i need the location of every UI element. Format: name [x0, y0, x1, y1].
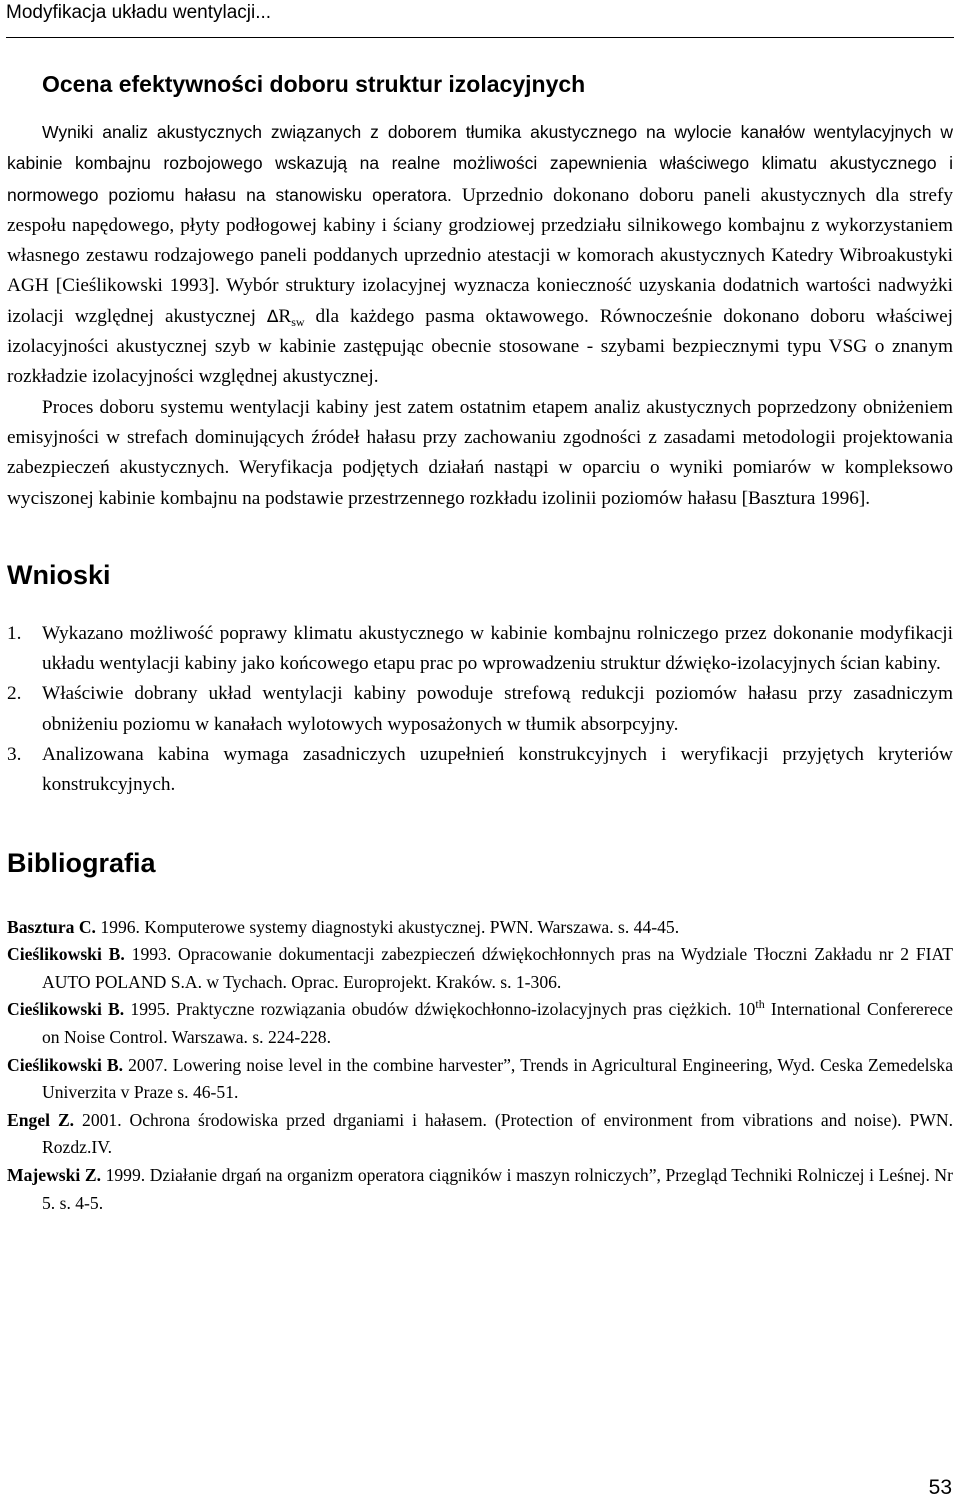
body-paragraph: Proces doboru systemu wentylacji kabiny jest zatem ostatnim etapem analiz akustycznych poprzedzony obniżeniem emisyjności w strefach dominujących źródeł hałasu przy zachowaniu zgodności z zasadami metodologii projektowania zabezpieczeń akustycznych. Weryfikacja podjętych działań nastąpi w oparciu o wyniki pomiarów w kompleksowo wyciszonej kabinie kombajnu na podstawie przestrzennego rozkładu izolinii poziomów hałasu [Basztura 1996]. — [7, 396, 953, 509]
reference-author: Cieślikowski B. — [7, 944, 125, 965]
paragraph-text: dla każdego pasma oktawowego. Równocześnie dokonano doboru właściwej izolacyjności akustycznej szyb w kabinie zastępując obecnie stosowane - szybami bezpiecznymi typu VSG o znanym rozkładzie izolacyjności względnej akustycznej. — [7, 305, 953, 388]
bibliography-list — [7, 914, 953, 1218]
reference-text: 2001. Ochrona środowiska przed drganiami i hałasem. (Protection of environment from vibrations and noise). PWN. Rozdz.IV. — [42, 1109, 954, 1158]
reference-entry — [7, 941, 953, 996]
reference-text: 1999. Działanie drgań na organizm operatora ciągników i maszyn rolniczych”, Przegląd Techniki Rolniczej i Leśnej. Nr 5. s. 4-5. — [42, 1164, 953, 1213]
reference-author: Cieślikowski B. — [7, 999, 125, 1020]
reference-author: Engel Z. — [7, 1109, 75, 1130]
conclusion-item — [7, 679, 953, 740]
reference-author: Majewski Z. — [7, 1164, 101, 1185]
item-text: Właściwie dobrany układ wentylacji kabiny powoduje strefową redukcji poziomów hałasu przy zasadniczym obniżeniu poziomu w kanałach wylotowych wyposażonych w tłumik absorpcyjny. — [42, 683, 953, 735]
reference-text: 1996. Komputerowe systemy diagnostyki akustycznej. PWN. Warszawa. s. 44-45. — [95, 916, 680, 937]
reference-text: International Confererece on Noise Control. Warszawa. s. 224-228. — [42, 999, 953, 1048]
item-number: 3. — [7, 744, 22, 766]
item-text: Wykazano możliwość poprawy klimatu akustycznego w kabinie kombajnu rolniczego przez dokonanie modyfikacji układu wentylacji kabiny jako końcowego etapu prac po wprowadzeniu struktur dźwięko-izolacyjnych ścian kabiny. — [42, 622, 953, 675]
reference-text: 1993. Opracowanie dokumentacji zabezpieczeń dźwiękochłonnych pras na Wydziale Tłoczni Zakładu nr 2 FIAT AUTO POLAND S.A. w Tychach. Oprac. Europrojekt. Kraków. s. 1-306. — [42, 944, 953, 992]
symbol-subscript: sw — [291, 314, 305, 329]
delta-symbol: ∆ — [266, 306, 279, 327]
header-rule — [6, 37, 954, 38]
page-number: 53 — [928, 1476, 952, 1499]
ordinal-superscript: th — [755, 997, 765, 1012]
reference-entry — [7, 914, 953, 942]
reference-text: 1995. Praktyczne rozwiązania obudów dźwiękochłonno-izolacyjnych pras ciężkich. 10 — [124, 999, 756, 1020]
reference-entry — [7, 1162, 953, 1217]
conclusion-item — [7, 740, 953, 801]
paragraph-text: Uprzednio dokonano doboru paneli akustycznych dla strefy zespołu napędowego, płyty podłogowej kabiny i ściany grodziowej przedziału silnikowego kombajnu z wykorzystaniem własnego zestawu rodzajowego paneli poddanych uprzednio atestacji w komorach akustycznych Katedry Wibroakustyki AGH [Cieślikowski 1993]. Wybór struktury izolacyjnej wyznacza konieczność uzyskania dodatnich wartości nadwyżki izolacji względnej akustycznej — [7, 184, 953, 327]
section-title: Ocena efektywności doboru struktur izolacyjnych — [42, 71, 586, 97]
page-content — [7, 68, 953, 1217]
bibliography-heading: Bibliografia — [7, 847, 156, 878]
symbol-base: R — [278, 305, 292, 327]
conclusions-list — [7, 619, 953, 801]
reference-text: 2007. Lowering noise level in the combine harvester”, Trends in Agricultural Engineering, Wyd. Ceska Zemedelska Univerzita v Praze s. 46-51. — [42, 1054, 953, 1103]
reference-entry — [7, 996, 953, 1051]
paragraph-text: Wyniki analiz akustycznych związanych z doborem tłumika akustycznego na wylocie kanałów wentylacyjnych w kabinie kombajnu rozbojowego wskazują na realne możliwości zapewnienia właściwego klimatu akustycznego i normowego poziomu hałasu na stanowisku operatora. — [7, 122, 953, 205]
reference-author: Basztura C. — [7, 916, 96, 937]
reference-entry — [7, 1107, 953, 1162]
reference-entry — [7, 1052, 953, 1107]
conclusions-heading: Wnioski — [7, 559, 111, 590]
item-number: 1. — [7, 622, 22, 644]
conclusion-item — [7, 619, 953, 680]
item-text: Analizowana kabina wymaga zasadniczych uzupełnień konstrukcyjnych i weryfikacji przyjętych kryteriów konstrukcyjnych. — [42, 744, 953, 796]
running-header: Modyfikacja układu wentylacji... — [6, 2, 272, 23]
reference-author: Cieślikowski B. — [7, 1054, 124, 1075]
body-paragraph — [7, 117, 953, 393]
item-number: 2. — [7, 683, 22, 705]
